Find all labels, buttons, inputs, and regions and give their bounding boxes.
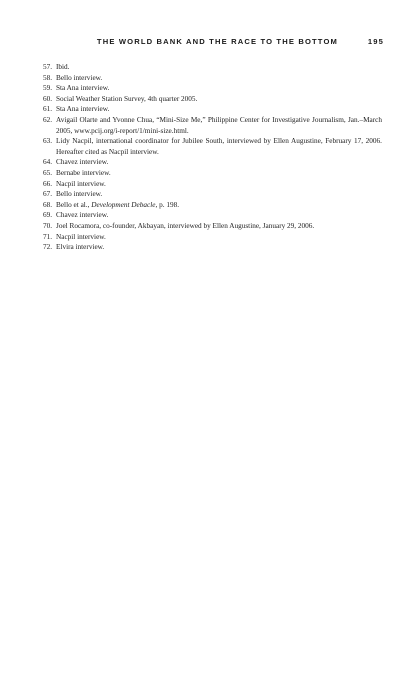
endnote-text: Lidy Nacpil, international coordinator for Jubilee South, interviewed by Ellen Augustine, February 17, 2006. Hereafter cited as Nacpil interview. [56,137,382,156]
endnote-text: Bello interview. [56,190,103,199]
running-head [40,37,384,51]
endnote-text [56,200,382,211]
endnote-number: 61. [42,105,52,114]
endnote [36,242,382,253]
endnote-number: 60. [42,94,52,103]
endnote-number: 62. [42,115,52,124]
endnote-number: 65. [42,168,52,177]
endnote-number: 66. [42,179,52,188]
endnote [36,232,382,243]
endnote-text: Avigail Olarte and Yvonne Chua, “Mini-Size Me,” Philippine Center for Investigative Journalism, Jan.–March 2005, www.pcij.org/i-report/1/mini-size.html. [56,115,382,135]
endnote-number: 70. [42,221,52,230]
endnote [36,200,382,211]
endnote-text: Sta Ana interview. [56,84,110,93]
endnote-number: 59. [42,84,52,93]
endnote [36,115,382,136]
endnote [36,157,382,168]
endnote [36,136,382,157]
endnote-text-before: Bello et al., [56,200,92,209]
endnote-text-after: , p. 198. [155,200,180,209]
endnote [36,73,382,84]
endnote [36,210,382,221]
endnote-text: Bernabe interview. [56,168,111,177]
endnote-number: 69. [42,211,52,220]
endnotes-list [36,62,382,253]
endnote [36,104,382,115]
endnote [36,168,382,179]
endnote-text: Joel Rocamora, co-founder, Akbayan, interviewed by Ellen Augustine, January 29, 2006. [56,221,315,230]
endnote-text: Chavez interview. [56,211,109,220]
endnote-text: Sta Ana interview. [56,105,110,114]
page-number: 195 [367,37,384,46]
endnote-text: Bello interview. [56,73,103,82]
endnote [36,179,382,190]
endnote [36,94,382,105]
endnote-number: 58. [42,73,52,82]
endnote [36,189,382,200]
endnote-number: 72. [42,243,52,252]
endnote-number: 67. [42,190,52,199]
endnote-number: 68. [42,200,52,209]
endnote-text: Nacpil interview. [56,179,106,188]
endnote-text: Elvira interview. [56,243,105,252]
endnote-number: 64. [42,158,52,167]
endnote-text: Nacpil interview. [56,232,106,241]
endnote [36,62,382,73]
endnote-text: Social Weather Station Survey, 4th quarter 2005. [56,94,198,103]
endnote [36,83,382,94]
endnote-number: 57. [42,63,52,71]
endnote [36,221,382,232]
endnote-number: 63. [42,137,52,146]
book-title: Development Debacle [91,200,156,209]
endnote-text: Ibid. [56,63,70,71]
endnote-text: Chavez interview. [56,158,109,167]
endnote-number: 71. [42,232,52,241]
running-title: THE WORLD BANK AND THE RACE TO THE BOTTOM [96,37,338,46]
